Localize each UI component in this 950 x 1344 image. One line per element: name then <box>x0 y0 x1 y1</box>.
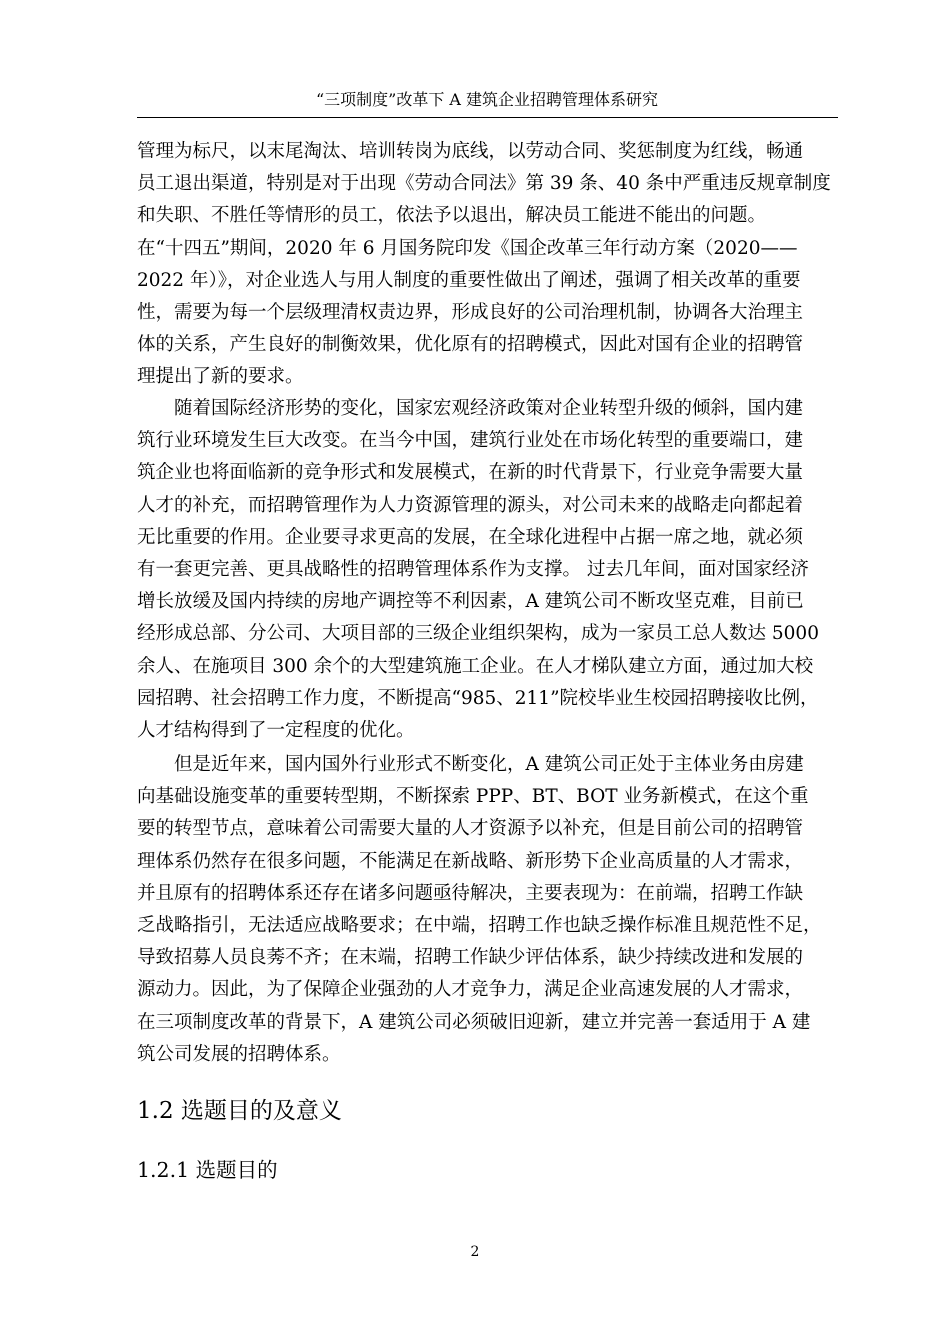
text-line: 无比重要的作用。企业要寻求更高的发展，在全球化进程中占据一席之地，就必须 <box>137 526 804 548</box>
text-line: 筑公司发展的招聘体系。 <box>137 1043 341 1065</box>
text-line: 员工退出渠道，特别是对于出现《劳动合同法》第 39 条、40 条中严重违反规章制度 <box>137 173 831 195</box>
text-line: 性，需要为每一个层级理清权责边界，形成良好的公司治理机制，协调各大治理主 <box>137 301 804 323</box>
text-line: 乏战略指引，无法适应战略要求；在中端，招聘工作也缺乏操作标准且规范性不足， <box>137 914 822 936</box>
text-line: 筑企业也将面临新的竞争形式和发展模式，在新的时代背景下，行业竞争需要大量 <box>137 462 804 484</box>
text-line: 在“十四五”期间，2020 年 6 月国务院印发《国企改革三年行动方案（2020—— <box>137 237 798 259</box>
text-line: 向基础设施变革的重要转型期，不断探索 PPP、BT、BOT 业务新模式，在这个重 <box>137 786 809 808</box>
text-line: 但是近年来，国内国外行业形式不断变化，A 建筑公司正处于主体业务由房建 <box>137 754 804 775</box>
text-line: 人才结构得到了一定程度的优化。 <box>137 719 415 741</box>
text-line: 园招聘、社会招聘工作力度，不断提高“985、211”院校毕业生校园招聘接收比例， <box>137 687 819 709</box>
text-line: 经形成总部、分公司、大项目部的三级企业组织架构，成为一家员工总人数达 5000 <box>137 623 819 645</box>
text-line: 源动力。因此，为了保障企业强劲的人才竞争力，满足企业高速发展的人才需求， <box>137 979 804 1001</box>
text-line: 有一套更完善、更具战略性的招聘管理体系作为支撑。 过去几年间，面对国家经济 <box>137 558 809 580</box>
text-line: 筑行业环境发生巨大改变。在当今中国，建筑行业处在市场化转型的重要端口，建 <box>137 430 804 452</box>
paragraph-2 <box>137 393 838 747</box>
text-line: 理体系仍然存在很多问题，不能满足在新战略、新形势下企业高质量的人才需求， <box>137 850 804 872</box>
text-line: 理提出了新的要求。 <box>137 366 304 388</box>
text-line: 导致招募人员良莠不齐；在末端，招聘工作缺少评估体系，缺少持续改进和发展的 <box>137 947 804 969</box>
page-number: 2 <box>470 1244 480 1260</box>
text-line: 余人、在施项目 300 余个的大型建筑施工企业。在人才梯队建立方面，通过加大校 <box>137 655 814 677</box>
section-heading: 1.2 选题目的及意义 <box>137 1098 342 1124</box>
subsection-heading: 1.2.1 选题目的 <box>137 1158 278 1182</box>
text-line: 增长放缓及国内持续的房地产调控等不利因素，A 建筑公司不断攻坚克难，目前已 <box>137 591 804 613</box>
text-line: 要的转型节点，意味着公司需要大量的人才资源予以补充，但是目前公司的招聘管 <box>137 818 804 840</box>
text-line: 和失职、不胜任等情形的员工，依法予以退出，解决员工能进不能出的问题。 <box>137 205 767 227</box>
text-line: 并且原有的招聘体系还存在诸多问题亟待解决，主要表现为：在前端，招聘工作缺 <box>137 882 804 904</box>
running-header: “三项制度”改革下 A 建筑企业招聘管理体系研究 <box>315 90 659 109</box>
paragraph-1 <box>137 136 838 394</box>
text-line: 2022 年）》，对企业选人与用人制度的重要性做出了阐述，强调了相关改革的重要 <box>137 269 801 291</box>
text-line: 体的关系，产生良好的制衡效果，优化原有的招聘模式，因此对国有企业的招聘管 <box>137 334 804 356</box>
text-line: 管理为标尺，以末尾淘汰、培训转岗为底线，以劳动合同、奖惩制度为红线，畅通 <box>137 141 804 162</box>
text-line: 在三项制度改革的背景下，A 建筑公司必须破旧迎新，建立并完善一套适用于 A 建 <box>137 1011 811 1033</box>
header-divider <box>137 117 838 118</box>
text-line: 随着国际经济形势的变化，国家宏观经济政策对企业转型升级的倾斜，国内建 <box>137 398 804 419</box>
text-line: 人才的补充，而招聘管理作为人力资源管理的源头，对公司未来的战略走向都起着 <box>137 494 804 516</box>
paragraph-3 <box>137 749 838 1071</box>
